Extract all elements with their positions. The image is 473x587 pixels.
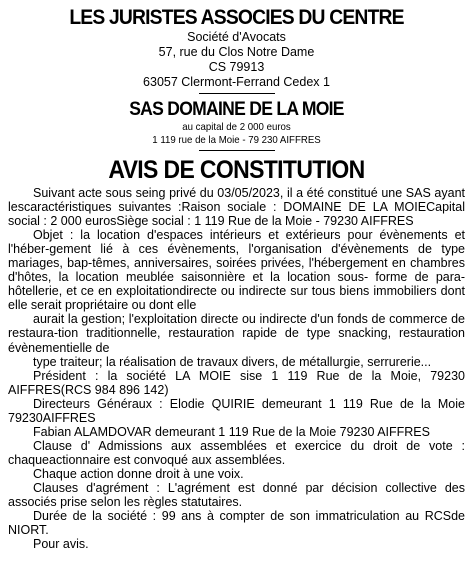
paragraph: Clause d' Admissions aux assemblées et exercice du droit de vote : chaqueactionnaire est convoqué aux assemblées. [8, 438, 465, 467]
paragraph: Pour avis. [33, 537, 89, 552]
firm-type: Société d'Avocats [187, 30, 286, 44]
paragraph: type traiteur; la réalisation de travaux divers, de métallurgie, serrurerie... [33, 354, 432, 369]
firm-city: 63057 Clermont-Ferrand Cedex 1 [143, 75, 330, 89]
paragraph: Fabian ALAMDOVAR demeurant 1 119 Rue de la Moie 79230 AIFFRES [33, 424, 430, 439]
company-name: SAS DOMAINE DE LA MOIE [129, 98, 344, 120]
divider [199, 93, 275, 94]
paragraph: Directeurs Généraux : Elodie QUIRIE demeurant 1 119 Rue de la Moie 79230AIFFRES [8, 396, 465, 425]
firm-name: LES JURISTES ASSOCIES DU CENTRE [69, 6, 404, 29]
paragraph: Clauses d'agrément : L'agrément est donné par décision collective des associés prise selon les règles statutaires. [8, 480, 465, 510]
notice-title: AVIS DE CONSTITUTION [108, 156, 365, 184]
divider [199, 150, 275, 151]
paragraph: Suivant acte sous seing privé du 03/05/2023, il a été constitué une SAS ayant lescaractéristiques suivantes :Raison sociale : DOMAINE DE LA MOIECapital social : 2 000 eurosSiège social : 1 119 Rue de la Moie - 79230 AIFFRES [8, 186, 465, 229]
paragraph: Durée de la société : 99 ans à compter de son immatriculation au RCSde NIORT. [8, 509, 465, 538]
paragraph: aurait la gestion; l'exploitation directe ou indirecte d'un fonds de commerce de restaura-tion traditionnelle, restauration rapide de type snacking, restauration évènementielle de [8, 312, 465, 355]
firm-street: 57, rue du Clos Notre Dame [158, 45, 315, 59]
paragraph: Objet : la location d'espaces intérieurs et extérieurs pour évènements et l'héber-gement lié à ces évènements, l'organisation d'évènements de type mariages, bap-têmes, anniversaires, soirées privées, l'hébergement en chambres d'hôtes, la location meublée saisonnière et la location sous- forme de para-hôtellerie, et ce en exploitationdirecte ou indirecte sur tous biens immobiliers dont elle serait propriétaire ou dont elle [8, 228, 465, 313]
notice-body [8, 186, 465, 551]
firm-cs: CS 79913 [208, 60, 265, 74]
paragraph: Chaque action donne droit à une voix. [33, 466, 244, 481]
company-address: 1 119 rue de la Moie - 79 230 AIFFRES [152, 134, 321, 146]
paragraph: Président : la société LA MOIE sise 1 119 Rue de la Moie, 79230 AIFFRES(RCS 984 896 142) [8, 368, 465, 397]
company-capital: au capital de 2 000 euros [182, 121, 291, 133]
